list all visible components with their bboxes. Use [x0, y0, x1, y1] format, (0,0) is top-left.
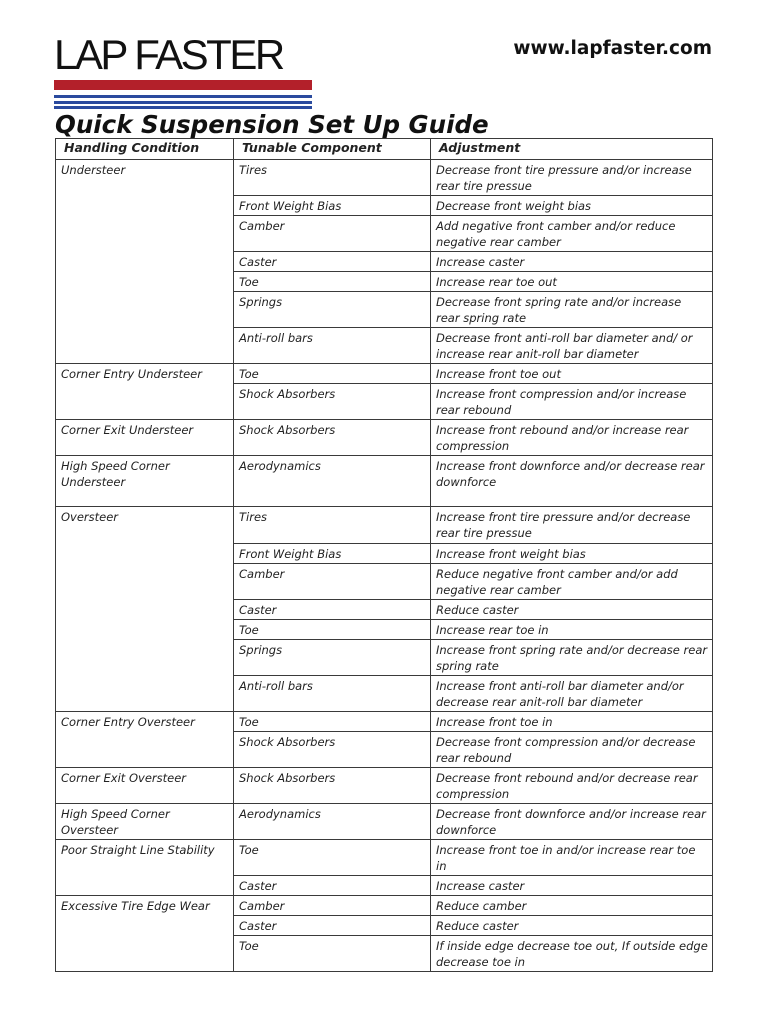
tunable-component-cell: Toe	[234, 620, 431, 640]
handling-condition-cell: Corner Entry Oversteer	[56, 712, 234, 768]
table-row	[56, 420, 713, 456]
handling-condition-cell: Corner Exit Understeer	[56, 420, 234, 456]
adjustment-cell: Increase front weight bias	[431, 544, 713, 564]
header-tunable-component: Tunable Component	[234, 139, 431, 160]
tunable-component-cell: Tires	[234, 507, 431, 544]
adjustment-cell: Decrease front compression and/or decrease rear rebound	[431, 732, 713, 768]
adjustment-cell: Decrease front spring rate and/or increase rear spring rate	[431, 292, 713, 328]
tunable-component-cell: Toe	[234, 840, 431, 876]
tunable-component-cell: Toe	[234, 712, 431, 732]
adjustment-cell: Increase rear toe in	[431, 620, 713, 640]
tunable-component-cell: Toe	[234, 364, 431, 384]
logo-blue-stripe	[54, 101, 312, 104]
adjustment-cell: Add negative front camber and/or reduce negative rear camber	[431, 216, 713, 252]
adjustment-cell: If inside edge decrease toe out, If outside edge decrease toe in	[431, 936, 713, 972]
tunable-component-cell: Camber	[234, 896, 431, 916]
handling-condition-cell: Poor Straight Line Stability	[56, 840, 234, 896]
tunable-component-cell: Front Weight Bias	[234, 544, 431, 564]
handling-condition-cell: High Speed Corner Understeer	[56, 456, 234, 507]
adjustment-cell: Decrease front weight bias	[431, 196, 713, 216]
handling-condition-cell: Corner Entry Understeer	[56, 364, 234, 420]
adjustment-cell: Increase front toe out	[431, 364, 713, 384]
tunable-component-cell: Shock Absorbers	[234, 732, 431, 768]
suspension-guide-table	[55, 138, 713, 972]
table-row	[56, 840, 713, 876]
page-title: Quick Suspension Set Up Guide	[55, 110, 489, 139]
tunable-component-cell: Toe	[234, 272, 431, 292]
table-row	[56, 507, 713, 544]
adjustment-cell: Reduce camber	[431, 896, 713, 916]
table-row	[56, 896, 713, 916]
adjustment-cell: Increase caster	[431, 876, 713, 896]
adjustment-cell: Increase caster	[431, 252, 713, 272]
tunable-component-cell: Camber	[234, 564, 431, 600]
tunable-component-cell: Anti-roll bars	[234, 328, 431, 364]
header-handling-condition: Handling Condition	[56, 139, 234, 160]
adjustment-cell: Reduce negative front camber and/or add negative rear camber	[431, 564, 713, 600]
handling-condition-cell: Understeer	[56, 160, 234, 364]
adjustment-cell: Decrease front tire pressure and/or increase rear tire pressue	[431, 160, 713, 196]
brand-logo: LAP FASTER	[54, 31, 283, 78]
adjustment-cell: Decrease front downforce and/or increase rear downforce	[431, 804, 713, 840]
table-row	[56, 768, 713, 804]
tunable-component-cell: Springs	[234, 640, 431, 676]
table-row	[56, 160, 713, 196]
tunable-component-cell: Front Weight Bias	[234, 196, 431, 216]
tunable-component-cell: Aerodynamics	[234, 804, 431, 840]
adjustment-cell: Increase front downforce and/or decrease rear downforce	[431, 456, 713, 507]
tunable-component-cell: Shock Absorbers	[234, 768, 431, 804]
handling-condition-cell: Excessive Tire Edge Wear	[56, 896, 234, 972]
table-row	[56, 712, 713, 732]
tunable-component-cell: Camber	[234, 216, 431, 252]
handling-condition-cell: High Speed Corner Oversteer	[56, 804, 234, 840]
website-url[interactable]: www.lapfaster.com	[513, 38, 712, 59]
adjustment-cell: Increase front compression and/or increase rear rebound	[431, 384, 713, 420]
adjustment-cell: Increase front rebound and/or increase rear compression	[431, 420, 713, 456]
adjustment-cell: Reduce caster	[431, 916, 713, 936]
table-row	[56, 364, 713, 384]
tunable-component-cell: Aerodynamics	[234, 456, 431, 507]
adjustment-cell: Decrease front anti-roll bar diameter and/ or increase rear anit-roll bar diameter	[431, 328, 713, 364]
tunable-component-cell: Tires	[234, 160, 431, 196]
logo-blue-stripe	[54, 95, 312, 98]
tunable-component-cell: Springs	[234, 292, 431, 328]
tunable-component-cell: Anti-roll bars	[234, 676, 431, 712]
tunable-component-cell: Caster	[234, 876, 431, 896]
table-row	[56, 456, 713, 507]
adjustment-cell: Increase front toe in	[431, 712, 713, 732]
logo-blue-stripe	[54, 106, 312, 109]
adjustment-cell: Increase rear toe out	[431, 272, 713, 292]
adjustment-cell: Increase front anti-roll bar diameter and/or decrease rear anit-roll bar diameter	[431, 676, 713, 712]
adjustment-cell: Decrease front rebound and/or decrease rear compression	[431, 768, 713, 804]
table-row	[56, 804, 713, 840]
tunable-component-cell: Toe	[234, 936, 431, 972]
tunable-component-cell: Caster	[234, 252, 431, 272]
adjustment-cell: Increase front toe in and/or increase rear toe in	[431, 840, 713, 876]
tunable-component-cell: Caster	[234, 916, 431, 936]
handling-condition-cell: Corner Exit Oversteer	[56, 768, 234, 804]
table-body	[56, 160, 713, 972]
header-adjustment: Adjustment	[431, 139, 713, 160]
table-header-row	[56, 139, 713, 160]
adjustment-cell: Increase front tire pressure and/or decrease rear tire pressue	[431, 507, 713, 544]
tunable-component-cell: Shock Absorbers	[234, 384, 431, 420]
tunable-component-cell: Shock Absorbers	[234, 420, 431, 456]
adjustment-cell: Increase front spring rate and/or decrease rear spring rate	[431, 640, 713, 676]
handling-condition-cell: Oversteer	[56, 507, 234, 712]
adjustment-cell: Reduce caster	[431, 600, 713, 620]
logo-red-stripe	[54, 80, 312, 90]
tunable-component-cell: Caster	[234, 600, 431, 620]
